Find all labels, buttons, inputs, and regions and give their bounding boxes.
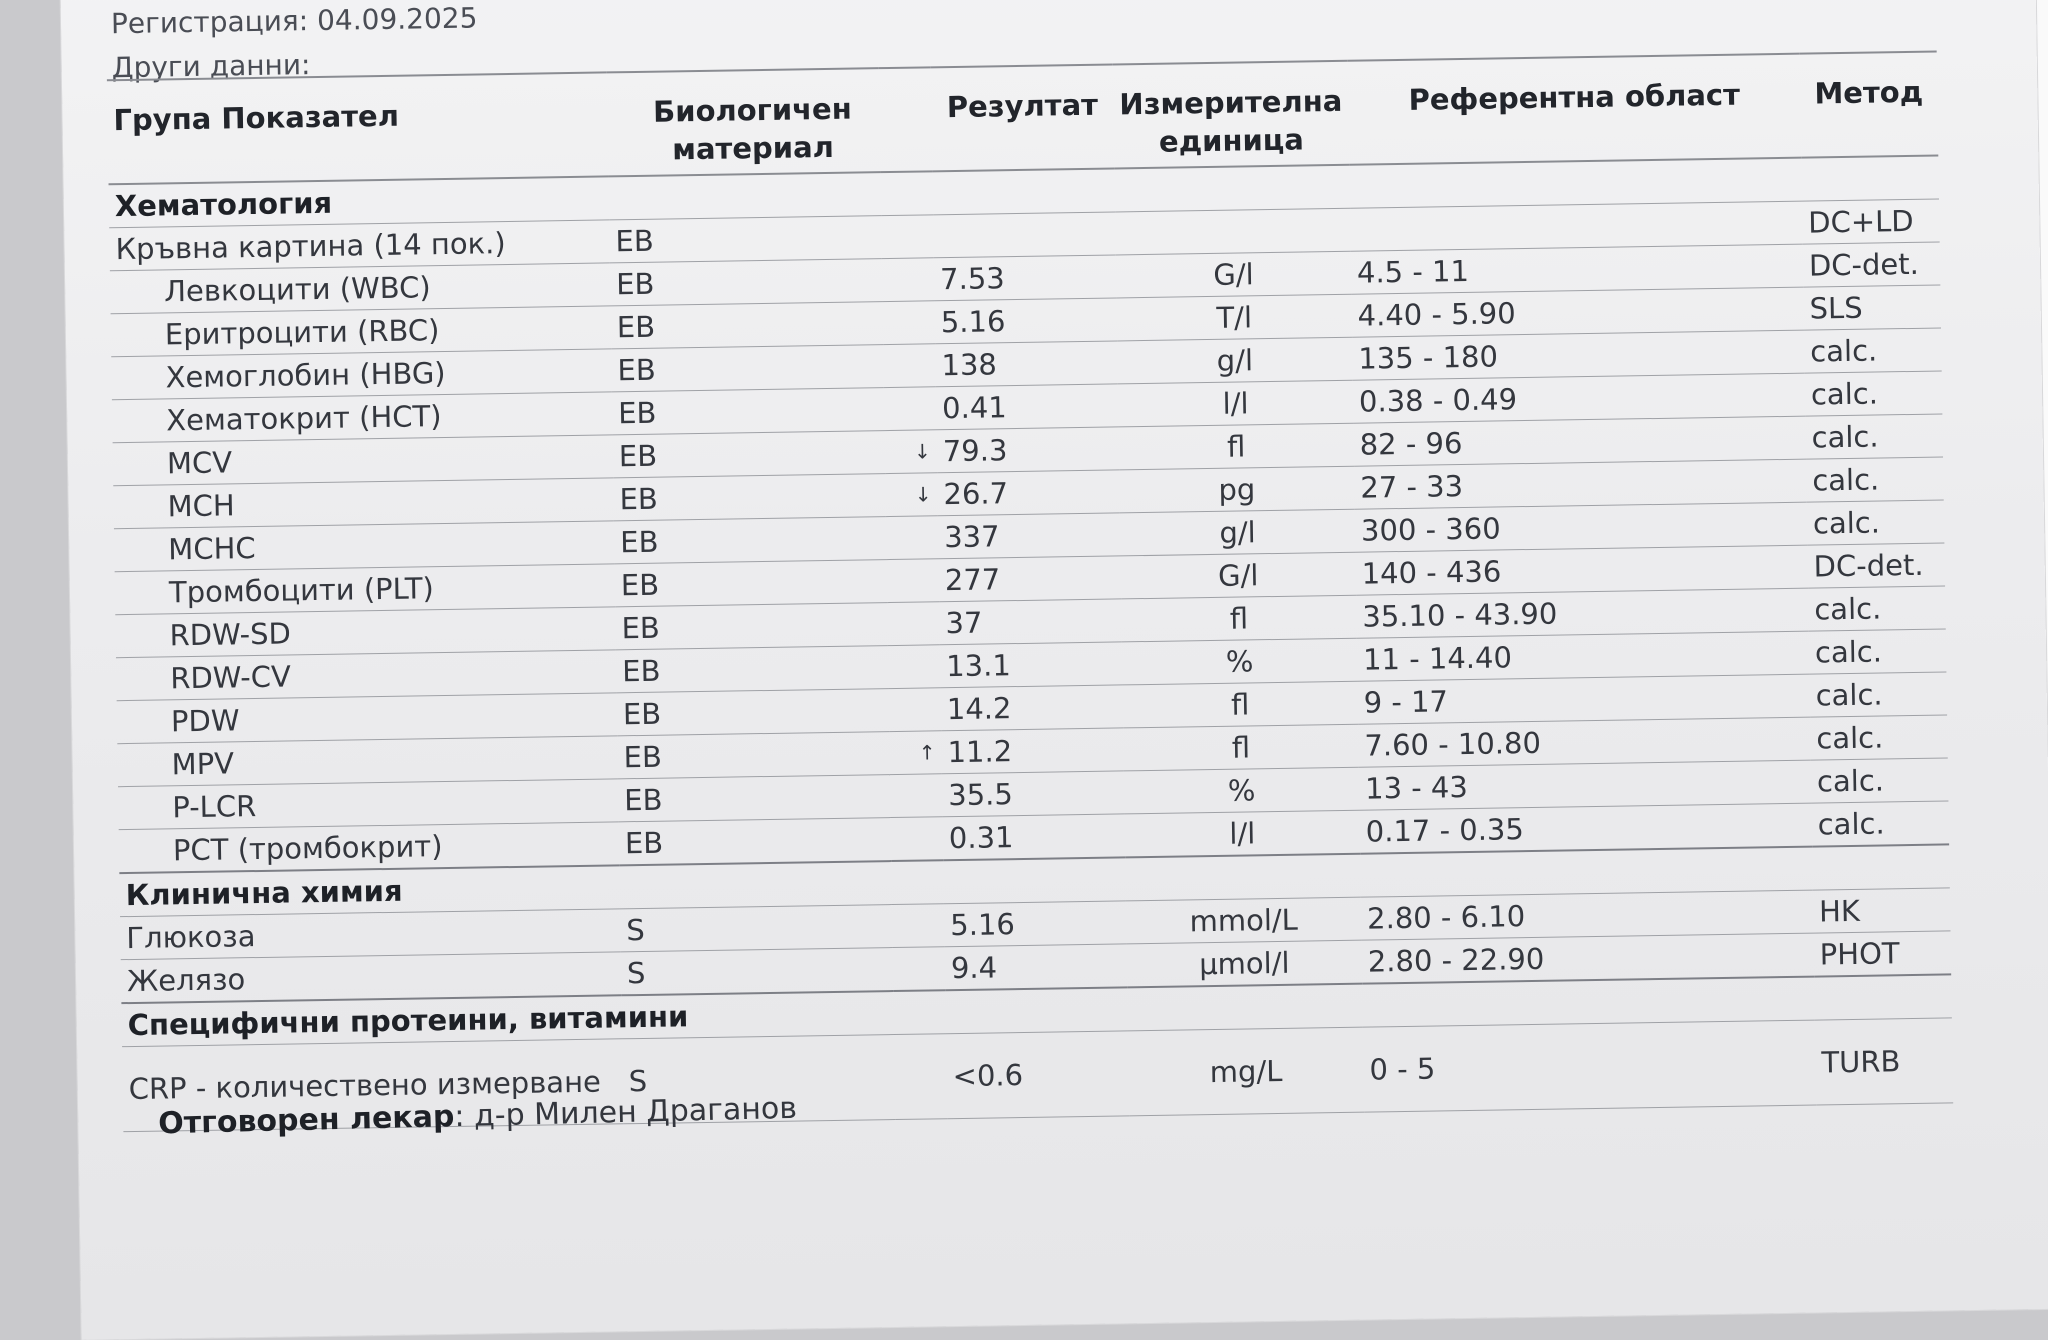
- row-result: 37: [939, 599, 1122, 645]
- row-method: calc.: [1811, 801, 1949, 847]
- row-flag: [887, 559, 940, 603]
- row-result: [933, 212, 1116, 258]
- row-unit: %: [1124, 767, 1360, 814]
- row-material: EB: [615, 603, 888, 650]
- row-name: Еритроцити (RBC): [111, 306, 612, 357]
- row-name: Глюкоза: [120, 909, 621, 960]
- row-unit: g/l: [1117, 337, 1353, 384]
- row-method: SLS: [1803, 285, 1941, 330]
- row-material: EB: [609, 216, 882, 263]
- row-flag: [890, 774, 943, 818]
- row-name: PCT (тромбокрит): [119, 822, 620, 873]
- row-reference: 0.38 - 0.49: [1353, 373, 1806, 423]
- row-result: <0.6: [946, 1031, 1129, 1119]
- row-material: EB: [614, 517, 887, 564]
- col-unit: Измерителна единица: [1113, 61, 1350, 169]
- row-name: Левкоцити (WBC): [110, 263, 611, 314]
- row-material: S: [620, 905, 893, 952]
- row-flag: ↓: [885, 473, 938, 517]
- row-method: calc.: [1809, 629, 1947, 674]
- row-material: EB: [615, 560, 888, 607]
- row-method: HK: [1813, 888, 1951, 933]
- row-method: calc.: [1804, 328, 1942, 373]
- row-method: calc.: [1810, 715, 1948, 760]
- row-result: 9.4: [945, 944, 1128, 990]
- row-flag: ↓: [884, 430, 937, 474]
- row-unit: [1115, 208, 1351, 255]
- row-method: DC-det.: [1807, 543, 1945, 588]
- row-unit: l/l: [1125, 810, 1361, 857]
- registration-label: Регистрация:: [110, 4, 309, 41]
- row-material: EB: [611, 345, 884, 392]
- row-result: 79.3: [936, 427, 1119, 473]
- row-material: S: [621, 948, 894, 996]
- row-method: calc.: [1805, 371, 1943, 416]
- row-result: 13.1: [940, 642, 1123, 688]
- row-material: EB: [617, 732, 890, 779]
- row-unit: pg: [1119, 466, 1355, 513]
- row-material: EB: [611, 302, 884, 349]
- row-flag: [883, 344, 936, 388]
- row-unit: µmol/l: [1127, 940, 1363, 987]
- row-reference: 82 - 96: [1353, 416, 1806, 466]
- row-reference: 11 - 14.40: [1357, 631, 1810, 681]
- group-title: Специфични протеини, витамини: [121, 974, 1951, 1046]
- row-material: EB: [613, 474, 886, 521]
- row-result: 11.2: [941, 728, 1124, 774]
- row-result: 0.41: [936, 384, 1119, 430]
- row-name: RDW-SD: [115, 607, 616, 658]
- doctor-name: : д-р Милен Драганов: [453, 1090, 798, 1135]
- row-reference: 0.17 - 0.35: [1359, 803, 1812, 854]
- row-unit: %: [1122, 638, 1358, 685]
- row-reference: 4.5 - 11: [1351, 244, 1804, 294]
- row-result: 7.53: [934, 255, 1117, 301]
- col-flag: [879, 67, 933, 172]
- row-name: Хематокрит (HCT): [112, 392, 613, 443]
- row-name: Кръвна картина (14 пок.): [109, 220, 610, 271]
- row-reference: [1350, 201, 1803, 251]
- row-reference: 4.40 - 5.90: [1351, 287, 1804, 337]
- row-method: calc.: [1808, 586, 1946, 631]
- row-flag: [888, 645, 941, 689]
- row-method: calc.: [1806, 457, 1944, 502]
- row-flag: [882, 258, 935, 302]
- row-name: RDW-CV: [116, 650, 617, 701]
- row-unit: g/l: [1120, 509, 1356, 556]
- col-material: Биологичен материал: [607, 68, 881, 176]
- row-reference: 7.60 - 10.80: [1358, 717, 1811, 767]
- row-name: CRP - количествено измерване: [122, 1039, 623, 1132]
- row-name: P-LCR: [118, 779, 619, 830]
- row-flag: [881, 215, 934, 259]
- row-name: MCH: [113, 478, 614, 529]
- row-unit: fl: [1123, 681, 1359, 728]
- row-flag: [893, 947, 946, 991]
- row-method: calc.: [1805, 414, 1943, 459]
- row-reference: 300 - 360: [1355, 502, 1808, 552]
- row-unit: G/l: [1116, 251, 1352, 298]
- registration-line: [111, 1, 478, 40]
- col-method: Метод: [1800, 52, 1939, 158]
- row-method: TURB: [1815, 1018, 1953, 1105]
- row-name: MCHC: [114, 521, 615, 572]
- row-flag: [894, 1034, 947, 1120]
- row-result: 138: [935, 341, 1118, 387]
- row-name: Тромбоцити (PLT): [115, 564, 616, 615]
- row-unit: mg/L: [1128, 1027, 1364, 1116]
- row-name: PDW: [117, 693, 618, 744]
- row-material: EB: [616, 646, 889, 693]
- group-title: Хематология: [109, 156, 1939, 228]
- col-result: Резултат: [931, 64, 1115, 171]
- doctor-label: Отговорен лекар: [157, 1099, 455, 1142]
- row-method: calc.: [1807, 500, 1945, 545]
- row-material: EB: [610, 259, 883, 306]
- row-flag: [886, 516, 939, 560]
- results-table: [107, 51, 1953, 1133]
- row-method: DC+LD: [1802, 199, 1940, 244]
- row-reference: 27 - 33: [1354, 459, 1807, 509]
- row-unit: fl: [1123, 724, 1359, 771]
- group-title: Клинична химия: [119, 844, 1949, 916]
- row-reference: 0 - 5: [1363, 1020, 1816, 1112]
- row-flag: [892, 904, 945, 948]
- row-name: MPV: [117, 736, 618, 787]
- row-name: Хемоглобин (HBG): [111, 349, 612, 400]
- row-flag: [882, 301, 935, 345]
- row-material: S: [622, 1035, 895, 1124]
- row-result: 35.5: [942, 771, 1125, 817]
- row-reference: 140 - 436: [1355, 545, 1808, 595]
- col-group-indicator: Група Показател: [107, 72, 609, 184]
- col-reference: Референтна област: [1348, 54, 1802, 165]
- row-result: 5.16: [934, 298, 1117, 344]
- row-material: EB: [619, 818, 892, 866]
- row-unit: T/l: [1116, 294, 1352, 341]
- row-result: 14.2: [941, 685, 1124, 731]
- row-flag: [884, 387, 937, 431]
- row-reference: 2.80 - 6.10: [1361, 890, 1814, 940]
- row-result: 0.31: [943, 814, 1126, 860]
- row-material: EB: [613, 431, 886, 478]
- row-material: EB: [612, 388, 885, 435]
- row-reference: 2.80 - 22.90: [1361, 933, 1814, 984]
- row-result: 337: [938, 513, 1121, 559]
- row-name: Желязо: [121, 952, 622, 1003]
- row-name: MCV: [113, 435, 614, 486]
- row-flag: ↑: [889, 731, 942, 775]
- results-body: [109, 156, 1954, 1135]
- row-flag: [889, 688, 942, 732]
- row-material: EB: [618, 775, 891, 822]
- row-method: PHOT: [1813, 931, 1951, 977]
- row-reference: 35.10 - 43.90: [1356, 588, 1809, 638]
- registration-date: 04.09.2025: [316, 1, 478, 37]
- row-reference: 135 - 180: [1352, 330, 1805, 380]
- row-reference: 13 - 43: [1359, 760, 1812, 810]
- row-material: EB: [617, 689, 890, 736]
- row-result: 277: [939, 556, 1122, 602]
- row-flag: [887, 602, 940, 646]
- other-data-label: Други данни:: [111, 48, 311, 85]
- row-method: calc.: [1809, 672, 1947, 717]
- row-unit: l/l: [1118, 380, 1354, 427]
- row-method: calc.: [1811, 758, 1949, 803]
- row-unit: fl: [1121, 595, 1357, 642]
- row-result: 5.16: [944, 901, 1127, 947]
- lab-report-sheet: [60, 0, 2048, 1340]
- row-result: 26.7: [937, 470, 1120, 516]
- row-unit: mmol/L: [1126, 897, 1362, 944]
- row-method: DC-det.: [1803, 242, 1941, 287]
- row-flag: [891, 817, 944, 861]
- row-reference: 9 - 17: [1357, 674, 1810, 724]
- row-unit: fl: [1118, 423, 1354, 470]
- row-unit: G/l: [1120, 552, 1356, 599]
